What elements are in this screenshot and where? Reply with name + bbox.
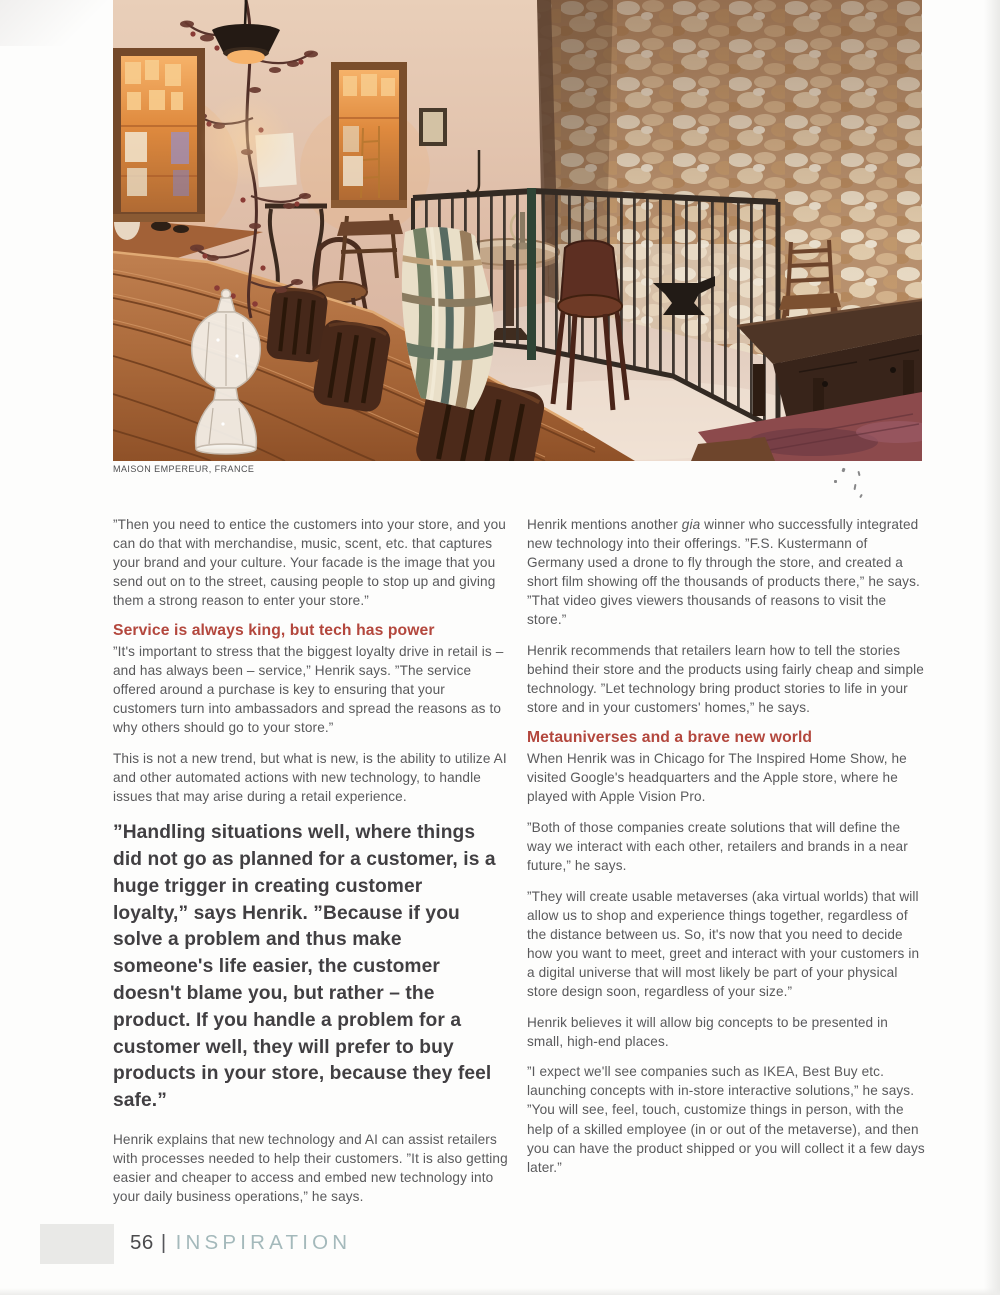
paragraph-text: winner who successfully integrated new technology into their offerings. ”F.S. Kustermann of Germany used a drone to fly through the store, and created a short film showing off the thousands of products there,” he says. ”That video gives viewers thousands of reasons to visit the store.” bbox=[527, 517, 920, 628]
paragraph: ”I expect we'll see companies such as IKEA, Best Buy etc. launching concepts with in-store interactive solutions,” he says. ”You will see, feel, touch, customize things in person, with the help of a skilled employee (in or out of the metaverse), and then you can have the product shipped or you will collect it a few days later.” bbox=[527, 1064, 925, 1175]
paragraph: Henrik explains that new technology and AI can assist retailers with processes needed to help their customers. ”It is also getting easier and cheaper to access and embed new technology into your daily business operations,” he says. bbox=[113, 1131, 508, 1205]
section-heading-service: Service is always king, but tech has power bbox=[113, 621, 435, 639]
right-column bbox=[527, 515, 928, 1188]
paragraph: ”They will create usable metaverses (aka virtual worlds) that will allow us to shop and experience things together, regardless of the distance between us. So, it's now that you need to decide how you want to meet, greet and interact with your customers in a digital universe that will most likely be part of your physical store design soon, regardless of your size.” bbox=[527, 888, 920, 999]
paragraph: When Henrik was in Chicago for The Inspired Home Show, he visited Google's headquarters and the Apple store, where he played with Apple Vision Pro. bbox=[527, 750, 907, 805]
window-left bbox=[113, 48, 205, 222]
framed-picture bbox=[419, 108, 447, 146]
section-label: INSPIRATION bbox=[175, 1231, 352, 1254]
footer-text bbox=[130, 1231, 351, 1255]
page-footer bbox=[0, 1222, 1000, 1266]
article-photo bbox=[113, 0, 922, 461]
page-edge-bottom bbox=[0, 1288, 1000, 1295]
paragraph: Henrik recommends that retailers learn how to tell the stories behind their store and the products using fairly cheap and simple technology. ”Let technology bring product stories to life in your store and in your customers' homes,” he says. bbox=[527, 643, 924, 716]
footer-separator: | bbox=[160, 1231, 167, 1254]
paragraph: Henrik believes it will allow big concepts to be presented in small, high-end places. bbox=[527, 1014, 888, 1049]
scan-specks bbox=[828, 466, 878, 500]
paragraph: ”Both of those companies create solutions that will define the way we interact with each other, retailers and brands in a near future,” he says. bbox=[527, 819, 908, 873]
page-number: 56 bbox=[130, 1231, 154, 1254]
paragraph bbox=[527, 515, 928, 630]
paragraph: ”It's important to stress that the biggest loyalty drive in retail is – and has always been – service,” Henrik says. ”The service offered around a purchase is key to ensuring that your customers turn into ambassadors and spread the reasons as to why others should go to your store.” bbox=[113, 643, 504, 736]
section-heading-metauniverses: Metauniverses and a brave new world bbox=[527, 728, 813, 746]
photo-caption: MAISON EMPEREUR, FRANCE bbox=[113, 464, 255, 474]
pull-quote: ”Handling situations well, where things did not go as planned for a customer, is a huge trigger in creating customer loyalty,” says Henrik. ”Because if you solve a problem and thus make someone's life easier, the customer doesn't blame you, but rather – the product. If you handle a problem for a customer well, they will prefer to buy products in your store, because they feel safe.” bbox=[113, 822, 496, 1112]
left-column bbox=[113, 515, 512, 1218]
cafe-interior-illustration bbox=[113, 0, 922, 461]
paragraph-text: Henrik mentions another bbox=[527, 517, 682, 532]
page-edge-top bbox=[0, 0, 113, 46]
paragraph: This is not a new trend, but what is new, is the ability to utilize AI and other automated actions with new technology, to handle issues that may arise during a retail experience. bbox=[113, 750, 507, 805]
gia-italic: gia bbox=[681, 517, 701, 532]
page-edge-right bbox=[984, 0, 1000, 1295]
footer-decoration-box bbox=[40, 1224, 114, 1264]
paragraph: ”Then you need to entice the customers into your store, and you can do that with merchandise, music, scent, etc. that captures your brand and your culture. Your facade is the image that you send out on to the street, causing people to stop up and giving them a strong reason to enter your store.” bbox=[113, 517, 506, 609]
